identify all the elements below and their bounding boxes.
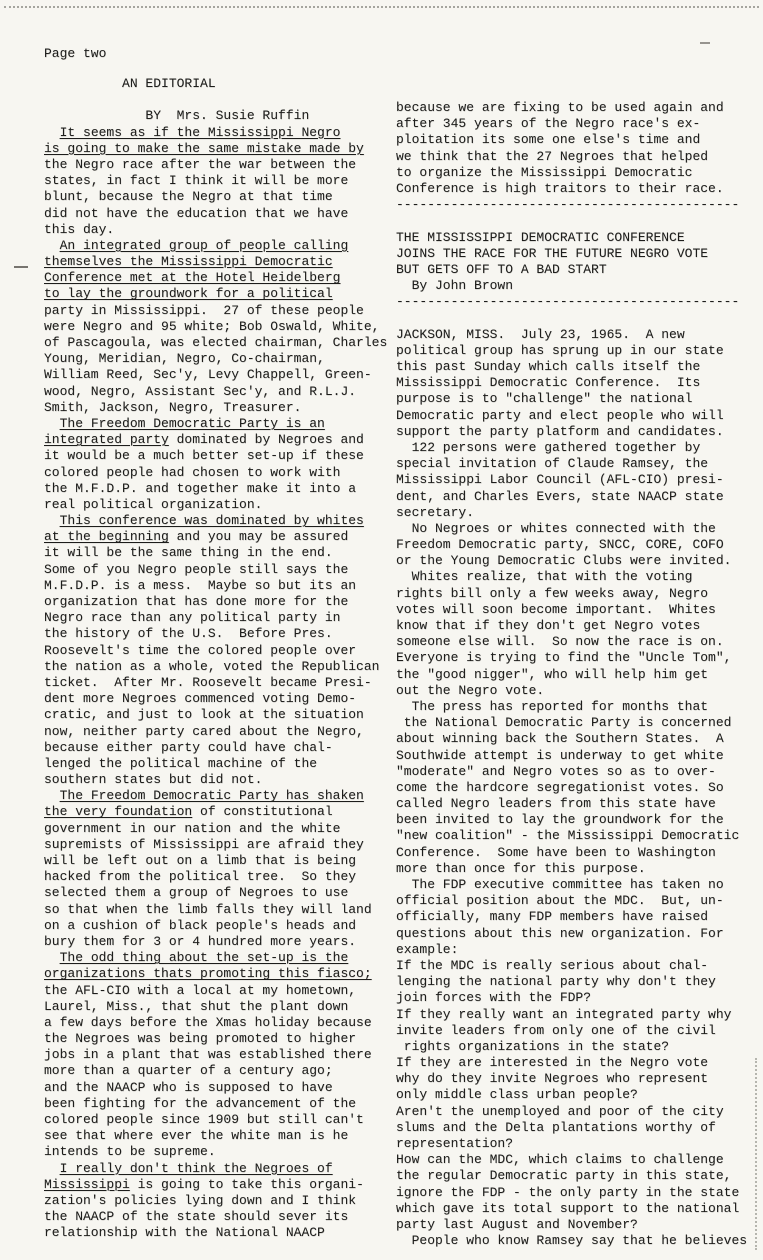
text-line: the "good nigger", who will help him get bbox=[396, 666, 709, 682]
text-line bbox=[44, 92, 387, 108]
text-line: ignore the FDP - the only party in the state bbox=[396, 1184, 740, 1200]
text-line: votes will soon become important. Whites bbox=[396, 601, 716, 617]
text-line: organization that has done more for the bbox=[44, 594, 349, 609]
text-line: special invitation of Claude Ramsey, the bbox=[396, 456, 709, 472]
text-line: BUT GETS OFF TO A BAD START bbox=[396, 261, 607, 277]
text-line: government in our nation and the white bbox=[44, 820, 341, 836]
text-line: been invited to lay the groundwork for the bbox=[396, 812, 724, 828]
text-line: will be left out on a limb that is being bbox=[44, 853, 357, 868]
text-line: JACKSON, MISS. July 23, 1965. A new bbox=[396, 326, 685, 342]
text-line: to lay the groundwork for a political bbox=[44, 286, 333, 302]
text-line: secretary. bbox=[396, 504, 475, 520]
text-line: of Pascagoula, was elected chairman, Charles bbox=[44, 335, 388, 350]
paragraph-no-negroes bbox=[396, 521, 747, 570]
question-4 bbox=[396, 1104, 747, 1153]
text-line: 122 persons were gathered together by bbox=[396, 439, 701, 455]
text-line: at the beginning and you may be assured bbox=[44, 529, 349, 545]
text-line: join forces with the FDP? bbox=[396, 990, 592, 1006]
text-line: been fighting for the advancement of the bbox=[44, 1095, 357, 1111]
text-line: How can the MDC, which claims to challenge bbox=[396, 1152, 724, 1168]
text-line: integrated party dominated by Negroes and bbox=[44, 432, 364, 448]
text-line: the regular Democratic party in this state, bbox=[396, 1168, 732, 1184]
article-heading bbox=[396, 213, 747, 294]
text-line: the nation as a whole, voted the Republican bbox=[44, 658, 380, 674]
text-line: representation? bbox=[396, 1136, 514, 1151]
text-line: real political organization. bbox=[44, 496, 263, 512]
smudge-mark bbox=[14, 266, 28, 268]
text-line: Conference is high traitors to their race. bbox=[396, 180, 724, 196]
text-line: The odd thing about the set-up is the bbox=[59, 950, 349, 966]
text-line: so that when the limb falls they will land bbox=[44, 901, 372, 917]
text-line: example: bbox=[396, 941, 459, 957]
paragraph-5 bbox=[44, 788, 387, 950]
paragraph-fdp-committee bbox=[396, 877, 747, 958]
text-line: M.F.D.P. is a mess. Maybe so but its an bbox=[44, 577, 357, 593]
text-line: rights bill only a few weeks away, Negro bbox=[396, 585, 709, 601]
text-line: party last August and November? bbox=[396, 1216, 638, 1232]
text-line: only middle class urban people? bbox=[396, 1087, 638, 1103]
text-line: I really don't think the Negroes of bbox=[59, 1160, 333, 1176]
text-line: were Negro and 95 white; Bob Oswald, White, bbox=[44, 318, 380, 334]
text-line: the history of the U.S. Before Pres. bbox=[44, 626, 333, 642]
text-line: Smith, Jackson, Negro, Treasurer. bbox=[44, 399, 302, 415]
text-line: blunt, because the Negro at that time bbox=[44, 189, 333, 205]
text-line: selected them a group of Negroes to use bbox=[44, 885, 349, 901]
question-2 bbox=[396, 1007, 747, 1056]
text-line: This conference was dominated by whites bbox=[59, 513, 364, 529]
text-line: the very foundation of constitutional bbox=[44, 804, 333, 820]
text-line: party in Mississippi. 27 of these people bbox=[44, 302, 364, 318]
text-line: is going to make the same mistake made by bbox=[44, 140, 364, 156]
text-line: this day. bbox=[44, 221, 115, 237]
text-line: a few days before the Xmas holiday because bbox=[44, 1014, 372, 1030]
text-line: By John Brown bbox=[396, 278, 514, 294]
text-line: hacked from the political tree. So they bbox=[44, 869, 357, 885]
text-line bbox=[396, 213, 747, 229]
paragraph-4 bbox=[44, 513, 387, 788]
question-1 bbox=[396, 958, 747, 1007]
text-line: officially, many FDP members have raised bbox=[396, 909, 709, 925]
text-line: The Freedom Democratic Party has shaken bbox=[59, 788, 364, 804]
text-line: the NAACP of the state should sever its bbox=[44, 1209, 349, 1225]
paragraph-jackson bbox=[396, 310, 747, 440]
text-line: Roosevelt's time the colored people over bbox=[44, 642, 357, 658]
text-line: on a cushion of black people's heads and bbox=[44, 917, 357, 933]
text-line: themselves the Mississippi Democratic bbox=[44, 254, 333, 270]
text-line: Everyone is trying to find the "Uncle Tom", bbox=[396, 650, 732, 666]
text-line: because either party could have chal- bbox=[44, 739, 333, 755]
divider-bottom bbox=[396, 294, 747, 310]
text-line: slums and the Delta plantations worthy of bbox=[396, 1119, 716, 1135]
text-line: dent, and Charles Evers, state NAACP state bbox=[396, 488, 724, 504]
divider-top bbox=[396, 197, 747, 213]
text-line: purpose is to "challenge" the national bbox=[396, 391, 693, 407]
text-line: Conference met at the Hotel Heidelberg bbox=[44, 270, 341, 286]
text-line: states, in fact I think it will be more bbox=[44, 173, 349, 189]
text-line: Some of you Negro people still says the bbox=[44, 561, 349, 577]
text-line: the National Democratic Party is concerned bbox=[396, 715, 732, 731]
text-line: People who know Ramsey say that he believes bbox=[396, 1233, 748, 1249]
page-number-label: Page two bbox=[44, 46, 107, 61]
editorial-title-block bbox=[44, 76, 387, 125]
text-line: supremists of Mississippi are afraid they bbox=[44, 836, 364, 852]
text-line: Mississippi Labor Council (AFL-CIO) presi- bbox=[396, 472, 724, 488]
text-line: Whites realize, that with the voting bbox=[396, 569, 693, 585]
text-line: Southwide attempt is underway to get white bbox=[396, 747, 724, 763]
text-line: If the MDC is really serious about chal- bbox=[396, 957, 709, 973]
text-line: lenging the national party why don't they bbox=[396, 974, 716, 990]
text-line: questions about this new organization. For bbox=[396, 925, 724, 941]
text-line: we think that the 27 Negroes that helped bbox=[396, 148, 709, 164]
text-line: why do they invite Negroes who represent bbox=[396, 1071, 709, 1087]
text-line: Mississippi Democratic Conference. Its bbox=[396, 375, 701, 391]
text-line: William Reed, Sec'y, Levy Chappell, Green- bbox=[44, 367, 372, 383]
text-line: The press has reported for months that bbox=[396, 698, 709, 714]
text-line: more than a quarter of a century ago; bbox=[44, 1063, 333, 1079]
text-line: rights organizations in the state? bbox=[396, 1038, 670, 1054]
text-line: the Negroes was being promoted to higher bbox=[44, 1031, 357, 1047]
text-line: AN EDITORIAL bbox=[44, 76, 216, 91]
text-line: to organize the Mississippi Democratic bbox=[396, 164, 693, 180]
text-line: now, neither party cared about the Negro, bbox=[44, 723, 364, 739]
text-line: about winning back the Southern States. A bbox=[396, 731, 724, 747]
text-line: colored people had chosen to work with bbox=[44, 464, 341, 480]
text-line: "moderate" and Negro votes so as to over- bbox=[396, 763, 716, 779]
text-line: -------------------------------------------- bbox=[396, 294, 740, 310]
text-line: called Negro leaders from this state have bbox=[396, 796, 716, 812]
text-line: cratic, and just to look at the situation bbox=[44, 707, 364, 723]
text-line: support the party platform and candidates. bbox=[396, 423, 724, 439]
paragraph-1 bbox=[44, 125, 387, 238]
paragraph-3 bbox=[44, 416, 387, 513]
text-line: someone else will. So now the race is on. bbox=[396, 634, 724, 650]
text-line: southern states but did not. bbox=[44, 772, 263, 788]
text-line: come the hardcore segregationist votes. So bbox=[396, 779, 724, 795]
text-line: No Negroes or whites connected with the bbox=[396, 520, 716, 536]
text-line: official position about the MDC. But, un- bbox=[396, 893, 724, 909]
text-line: zation's policies lying down and I think bbox=[44, 1192, 357, 1208]
text-line: did not have the education that we have bbox=[44, 205, 349, 221]
text-line: know that if they don't get Negro votes bbox=[396, 618, 701, 633]
text-line: the AFL-CIO with a local at my hometown, bbox=[44, 982, 357, 998]
text-line: Democratic party and elect people who will bbox=[396, 407, 724, 423]
text-line: it would be a much better set-up if these bbox=[44, 448, 364, 464]
text-line: see that where ever the white man is he bbox=[44, 1128, 349, 1144]
text-line: jobs in a plant that was established there bbox=[44, 1047, 372, 1063]
right-margin-dots bbox=[755, 1058, 757, 1250]
text-line: Aren't the unemployed and poor of the city bbox=[396, 1103, 724, 1119]
text-line: out the Negro vote. bbox=[396, 682, 545, 698]
text-line: colored people since 1909 but still can't bbox=[44, 1112, 364, 1127]
text-line: the Negro race after the war between the bbox=[44, 156, 357, 172]
text-line: The Freedom Democratic Party is an bbox=[59, 415, 325, 431]
text-line: wood, Negro, Assistant Sec'y, and R.L.J. bbox=[44, 383, 357, 399]
text-line: this past Sunday which calls itself the bbox=[396, 359, 701, 374]
question-3 bbox=[396, 1055, 747, 1104]
text-line: invite leaders from only one of the civil bbox=[396, 1022, 716, 1038]
paragraph-whites-realize bbox=[396, 569, 747, 699]
paragraph-6 bbox=[44, 950, 387, 1160]
text-line: BY Mrs. Susie Ruffin bbox=[44, 108, 310, 124]
text-line: relationship with the National NAACP bbox=[44, 1225, 325, 1241]
page-top-dotted-line bbox=[4, 6, 759, 8]
question-5 bbox=[396, 1152, 747, 1233]
text-line: organizations thats promoting this fiasco; bbox=[44, 966, 372, 982]
text-line: lenged the political machine of the bbox=[44, 755, 318, 771]
text-line: An integrated group of people calling bbox=[59, 237, 349, 253]
text-line: Young, Meridian, Negro, Co-chairman, bbox=[44, 351, 325, 367]
text-line: If they are interested in the Negro vote bbox=[396, 1055, 709, 1071]
text-line: or the Young Democratic Clubs were invited. bbox=[396, 553, 732, 569]
text-line: Negro race than any political party in bbox=[44, 610, 341, 626]
text-line: political group has sprung up in our state bbox=[396, 342, 724, 358]
text-line: it will be the same thing in the end. bbox=[44, 545, 333, 561]
text-line: JOINS THE RACE FOR THE FUTURE NEGRO VOTE bbox=[396, 245, 709, 261]
paragraph-2 bbox=[44, 238, 387, 416]
text-line: which gave its total support to the national bbox=[396, 1200, 740, 1216]
text-line: intends to be supreme. bbox=[44, 1144, 216, 1160]
text-line: The FDP executive committee has taken no bbox=[396, 877, 724, 892]
paragraph-7 bbox=[44, 1161, 387, 1242]
closing-line bbox=[396, 1233, 747, 1249]
text-line: Laurel, Miss., that shut the plant down bbox=[44, 998, 349, 1014]
text-line: the M.F.D.P. and together make it into a bbox=[44, 480, 357, 496]
text-line: after 345 years of the Negro race's ex- bbox=[396, 116, 701, 132]
paragraph-press bbox=[396, 699, 747, 877]
text-line bbox=[396, 310, 747, 326]
text-line: If they really want an integrated party why bbox=[396, 1006, 732, 1022]
text-line: Freedom Democratic party, SNCC, CORE, COFO bbox=[396, 537, 724, 553]
text-line: because we are fixing to be used again and bbox=[396, 100, 724, 115]
text-line: bury them for 3 or 4 hundred more years. bbox=[44, 933, 357, 949]
text-line: Mississippi is going to take this organi- bbox=[44, 1176, 364, 1192]
text-line: Conference. Some have been to Washington bbox=[396, 844, 716, 860]
text-line: ploitation its some one else's time and bbox=[396, 132, 701, 148]
text-line: "new coalition" - the Mississippi Democratic bbox=[396, 828, 740, 844]
right-column bbox=[396, 100, 747, 1249]
text-line: THE MISSISSIPPI DEMOCRATIC CONFERENCE bbox=[396, 229, 685, 245]
text-line: ticket. After Mr. Roosevelt became Presi- bbox=[44, 674, 372, 690]
text-line: It seems as if the Mississippi Negro bbox=[59, 124, 341, 140]
text-line: and the NAACP who is supposed to have bbox=[44, 1079, 333, 1095]
text-line: -------------------------------------------- bbox=[396, 197, 740, 213]
text-line: more than once for this purpose. bbox=[396, 860, 646, 876]
paragraph-122-persons bbox=[396, 440, 747, 521]
continuation-paragraph bbox=[396, 100, 747, 197]
text-line: dent more Negroes commenced voting Demo- bbox=[44, 691, 357, 707]
smudge-mark bbox=[700, 42, 710, 44]
left-column bbox=[44, 76, 387, 1242]
